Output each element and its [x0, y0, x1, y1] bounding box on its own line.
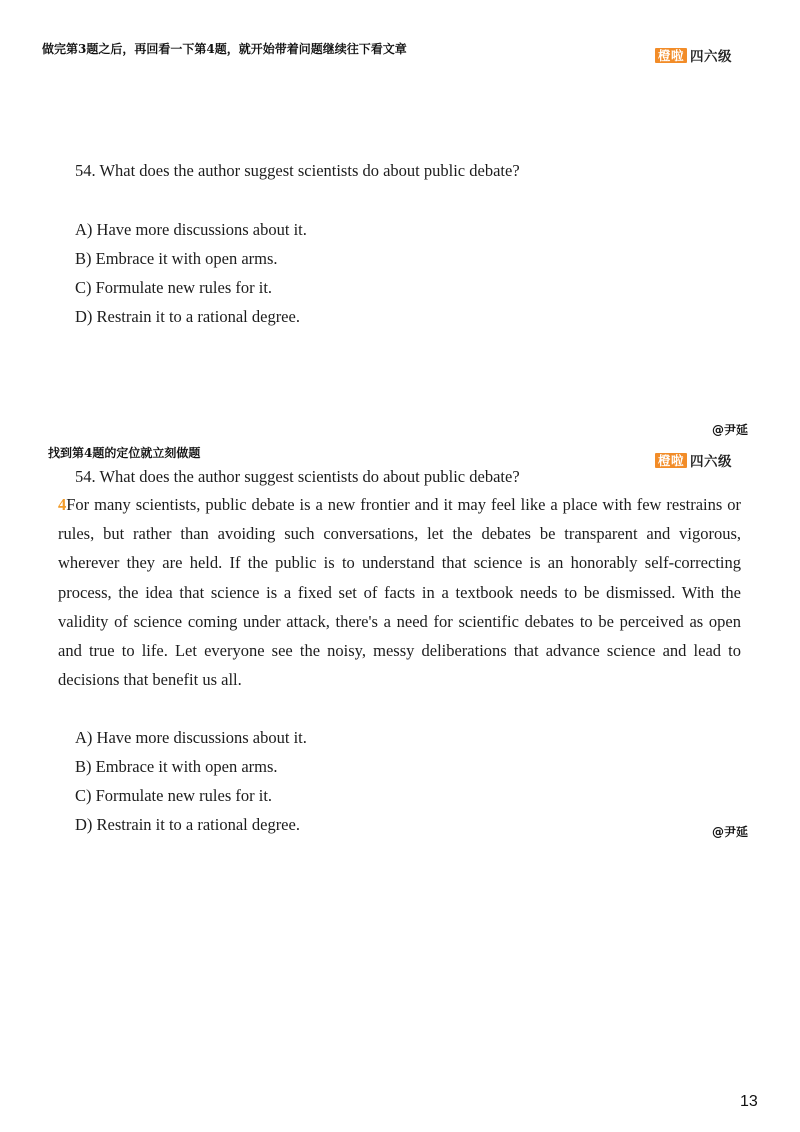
passage-text: For many scientists, public debate is a new frontier and it may feel like a place with few restrains or rules, but rather than avoiding such conversations, let the debates be transparent and vigorous, wherever they are held. If the public is to understand that science is an honorably self-correcting process, the idea that science is a fixed set of facts in a textbook needs to be dismissed. With the validity of science coming under attack, there's a need for scientific debates to be perceived as open and true to life. Let everyone see the noisy, messy deliberations that advance science and lead to decisions that benefit us all.	[58, 495, 741, 690]
option-d: D) Restrain it to a rational degree.	[75, 815, 300, 834]
header-note: 做完第3题之后，再回看一下第4题，就开始带着问题继续往下看文章	[42, 42, 407, 56]
question-title: 54. What does the author suggest scientists do about public debate?	[75, 161, 520, 180]
option-b: B) Embrace it with open arms.	[75, 249, 278, 268]
option-c: C) Formulate new rules for it.	[75, 786, 273, 805]
brand-logo	[655, 45, 732, 65]
option-b: B) Embrace it with open arms.	[75, 757, 278, 776]
options-list	[75, 723, 307, 839]
page-number: 13	[740, 1093, 758, 1110]
author-signature: @尹延	[712, 423, 749, 437]
option-c: C) Formulate new rules for it.	[75, 278, 273, 297]
brand-badge: 橙啦	[655, 48, 687, 63]
brand-logo	[655, 450, 732, 470]
paragraph-number: 4	[58, 495, 67, 514]
option-d: D) Restrain it to a rational degree.	[75, 307, 300, 326]
option-a: A) Have more discussions about it.	[75, 220, 307, 239]
passage-paragraph	[58, 490, 741, 694]
author-signature: @尹延	[712, 825, 749, 839]
question-title: 54. What does the author suggest scientists do about public debate?	[75, 467, 520, 486]
options-list	[75, 215, 307, 331]
section-note: 找到第4题的定位就立刻做题	[48, 446, 201, 460]
brand-text: 四六级	[690, 49, 733, 65]
brand-text: 四六级	[690, 454, 733, 470]
option-a: A) Have more discussions about it.	[75, 728, 307, 747]
brand-badge: 橙啦	[655, 453, 687, 468]
